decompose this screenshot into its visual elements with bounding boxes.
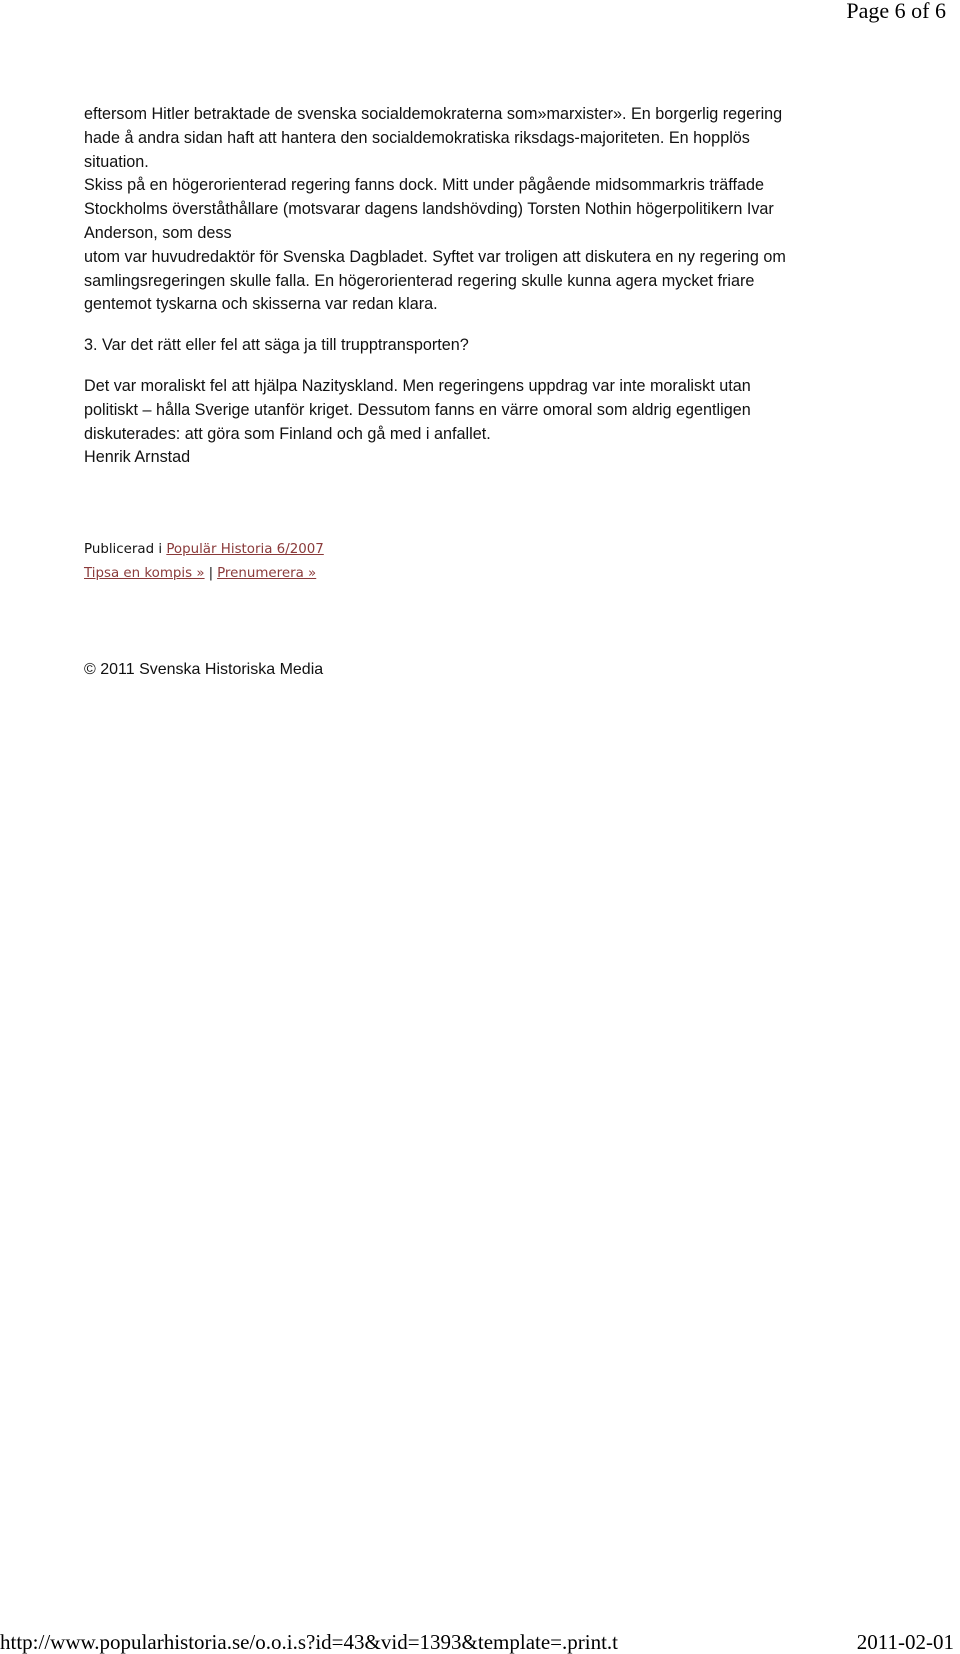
publication-info: [84, 538, 324, 585]
paragraph-line: situation.: [84, 152, 149, 171]
link-separator: |: [208, 565, 214, 581]
page-number: Page 6 of 6: [846, 0, 946, 23]
paragraph-line: eftersom Hitler betraktade de svenska socialdemokraterna som»marxister». En borgerlig regering: [84, 105, 783, 123]
paragraph-line: gentemot tyskarna och skisserna var redan klara.: [84, 295, 438, 314]
paragraph-line: diskuterades: att göra som Finland och gå med i anfallet.: [84, 424, 491, 443]
paragraph-line: Anderson, som dess: [84, 223, 232, 242]
question-heading: 3. Var det rätt eller fel att säga ja till trupptransporten?: [84, 336, 469, 355]
magazine-issue-link[interactable]: Populär Historia 6/2007: [166, 542, 324, 557]
published-in-line: [84, 538, 324, 562]
subscribe-link[interactable]: Prenumerera »: [217, 565, 317, 581]
author-name: Henrik Arnstad: [84, 448, 191, 467]
paragraph-line: Skiss på en högerorienterad regering fanns dock. Mitt under pågående midsommarkris träffade: [84, 176, 764, 195]
paragraph-line: Stockholms överståthållare (motsvarar dagens landshövding) Torsten Nothin högerpolitikern Ivar: [84, 200, 774, 219]
paragraph-line: politiskt – hålla Sverige utanför kriget. Dessutom fanns en värre omoral som aldrig egentligen: [84, 400, 751, 419]
paragraph-line: Det var moraliskt fel att hjälpa Nazityskland. Men regeringens uppdrag var inte moraliskt utan: [84, 376, 751, 395]
copyright-notice: © 2011 Svenska Historiska Media: [84, 661, 324, 678]
share-links: [84, 562, 324, 586]
paragraph-line: hade å andra sidan haft att hantera den socialdemokratiska riksdags-majoriteten. En hopplös: [84, 128, 750, 147]
print-footer-url: http://www.popularhistoria.se/o.o.i.s?id=43&vid=1393&template=.print.t: [0, 1630, 619, 1654]
paragraph-line: utom var huvudredaktör för Svenska Dagbladet. Syftet var troligen att diskutera en ny regering om: [84, 247, 786, 266]
paragraph-line: samlingsregeringen skulle falla. En högerorienterad regering skulle kunna agera mycket friare: [84, 271, 755, 290]
tip-friend-link[interactable]: Tipsa en kompis »: [84, 565, 205, 581]
published-prefix: Publicerad i: [84, 542, 167, 557]
article-body: [84, 103, 874, 470]
print-footer-date: 2011-02-01: [856, 1630, 954, 1654]
